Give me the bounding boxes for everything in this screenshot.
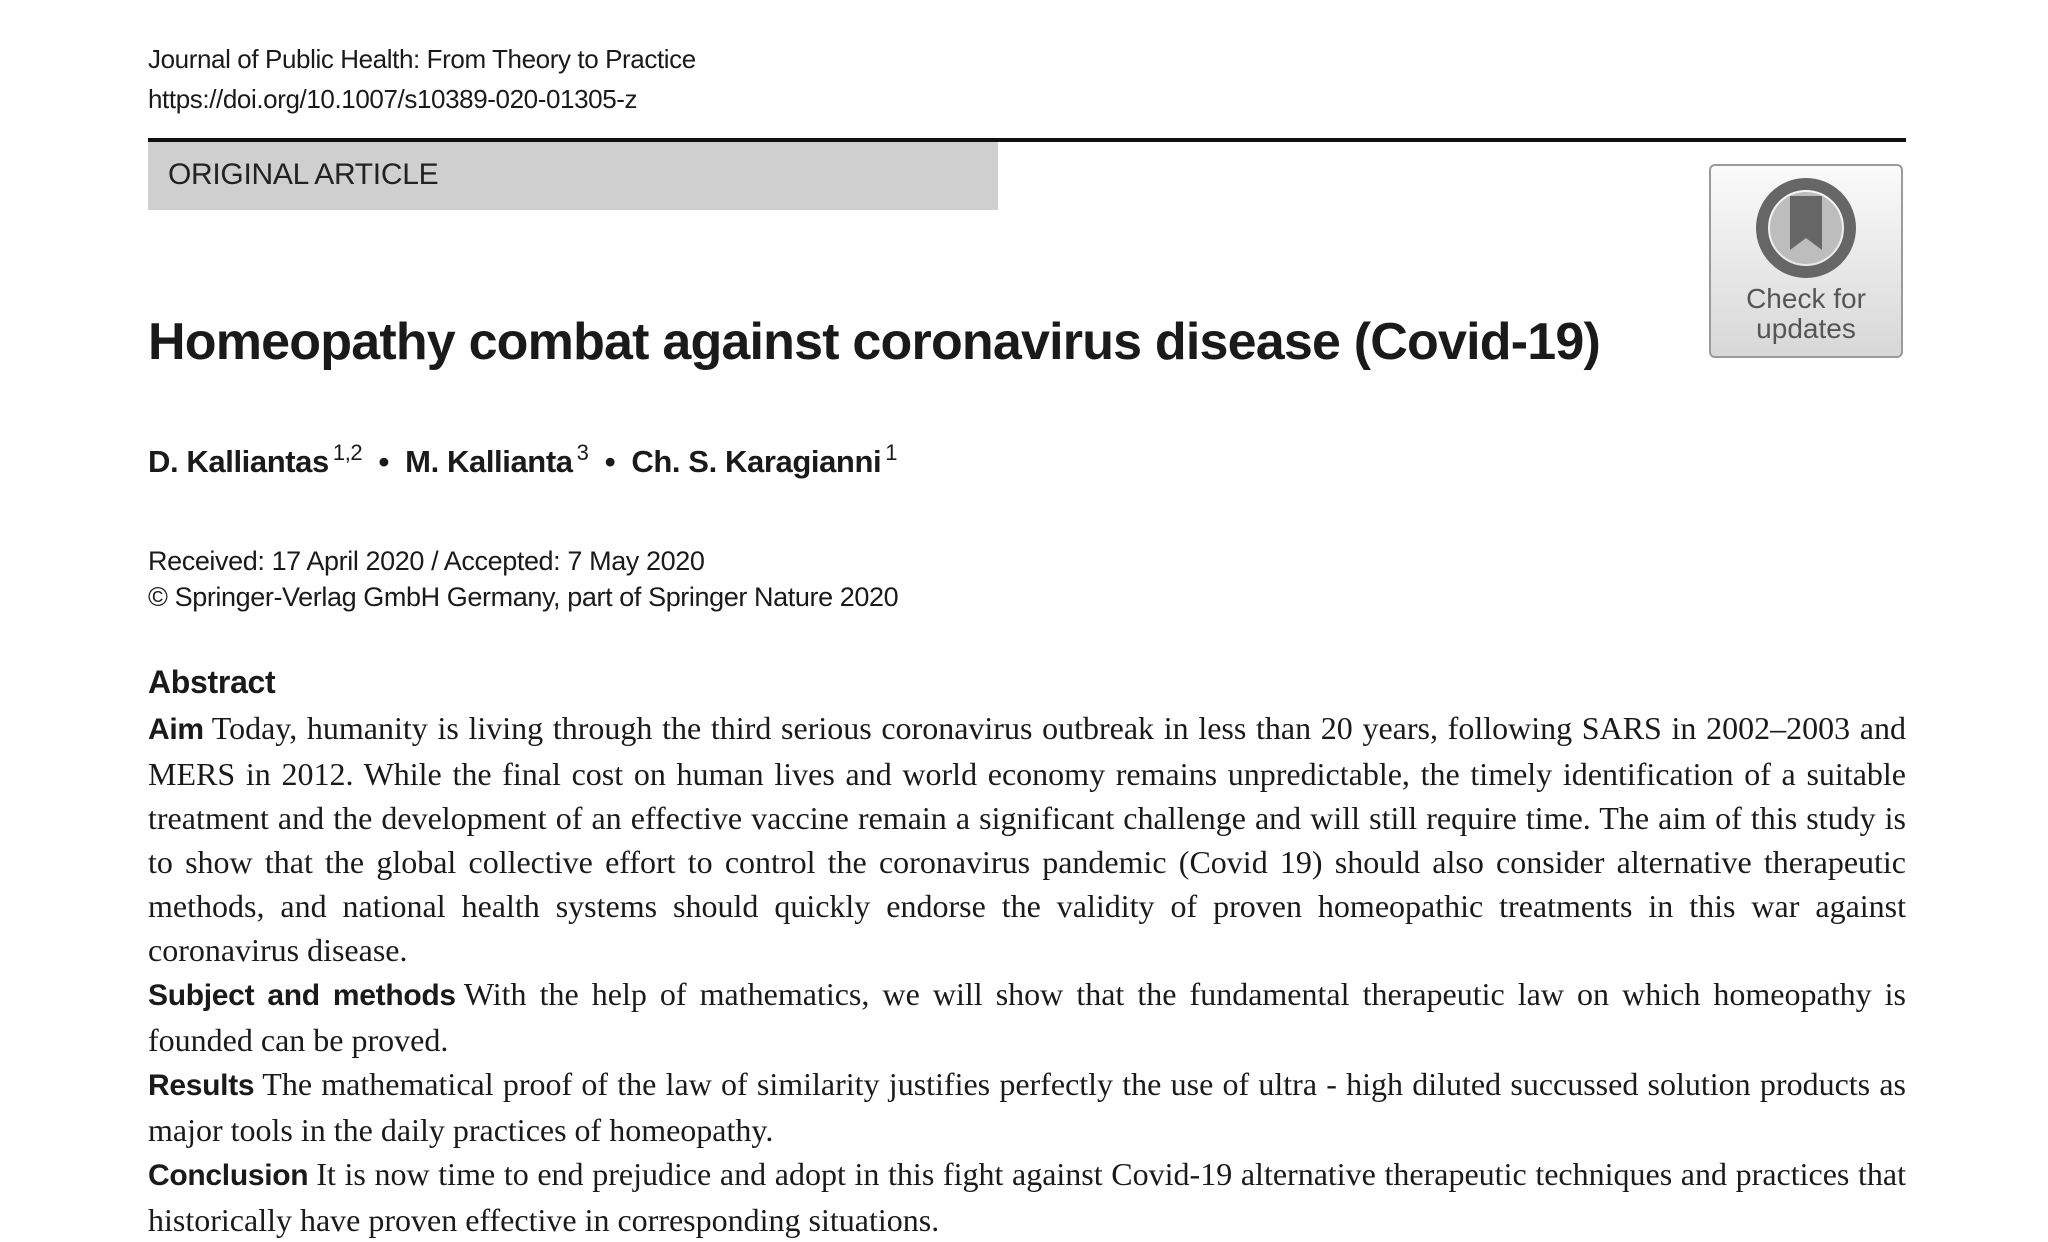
- journal-name: Journal of Public Health: From Theory to Practice: [148, 44, 696, 74]
- abstract-section-methods: [148, 972, 1906, 1062]
- section-label: Aim: [148, 713, 204, 746]
- author-name[interactable]: M. Kallianta: [405, 444, 573, 479]
- abstract-body: [148, 706, 1906, 1242]
- abstract-section-conclusion: [148, 1152, 1906, 1242]
- section-label: Results: [148, 1069, 255, 1102]
- badge-line-2: updates: [1756, 313, 1856, 344]
- section-label: Conclusion: [148, 1159, 309, 1192]
- doi-link[interactable]: https://doi.org/10.1007/s10389-020-01305-z: [148, 84, 638, 114]
- badge-label: [1711, 284, 1901, 344]
- section-text: With the help of mathematics, we will show that the fundamental therapeutic law on which homeopathy is founded can be proved.: [148, 976, 1907, 1058]
- author-name[interactable]: D. Kalliantas: [148, 444, 329, 479]
- badge-line-1: Check for: [1746, 283, 1866, 314]
- received-accepted-dates: Received: 17 April 2020 / Accepted: 7 May 2020: [148, 546, 705, 576]
- abstract-section-aim: [148, 706, 1906, 972]
- author-separator: •: [378, 444, 389, 479]
- abstract-section-results: [148, 1062, 1906, 1152]
- section-text: Today, humanity is living through the third serious coronavirus outbreak in less than 20 years, following SARS in 2002–2003 and MERS in 2012. While the final cost on human lives and world economy remains unpredictable, the timely identification of a suitable treatment and the development of an effective vaccine remain a significant challenge and will still require time. The aim of this study is to show that the global collective effort to control the coronavirus pandemic (Covid 19) should also consider alternative therapeutic methods, and national health systems should quickly endorse the validity of proven homeopathic treatments in this war against coronavirus disease.: [148, 710, 1906, 968]
- section-text: It is now time to end prejudice and adopt in this fight against Covid-19 alternative therapeutic techniques and practices that historically have proven effective in corresponding situations.: [148, 1156, 1906, 1238]
- author-name[interactable]: Ch. S. Karagianni: [631, 444, 882, 479]
- check-for-updates-badge[interactable]: [1709, 164, 1903, 358]
- section-label: Subject and methods: [148, 979, 456, 1012]
- author-affiliation: 3: [576, 440, 589, 465]
- author-affiliation: 1: [885, 440, 898, 465]
- article-type-banner: [148, 142, 998, 210]
- author-separator: •: [604, 444, 616, 479]
- article-type-label: ORIGINAL ARTICLE: [168, 158, 439, 191]
- abstract-heading: Abstract: [148, 664, 276, 700]
- bookmark-icon: [1754, 176, 1858, 280]
- article-title: Homeopathy combat against coronavirus disease (Covid-19): [148, 313, 1601, 371]
- section-text: The mathematical proof of the law of similarity justifies perfectly the use of ultra - high diluted succussed solution products as major tools in the daily practices of homeopathy.: [148, 1066, 1906, 1148]
- author-affiliation: 1,2: [332, 440, 363, 465]
- copyright-notice: © Springer-Verlag GmbH Germany, part of Springer Nature 2020: [148, 582, 899, 612]
- author-list: [148, 440, 897, 480]
